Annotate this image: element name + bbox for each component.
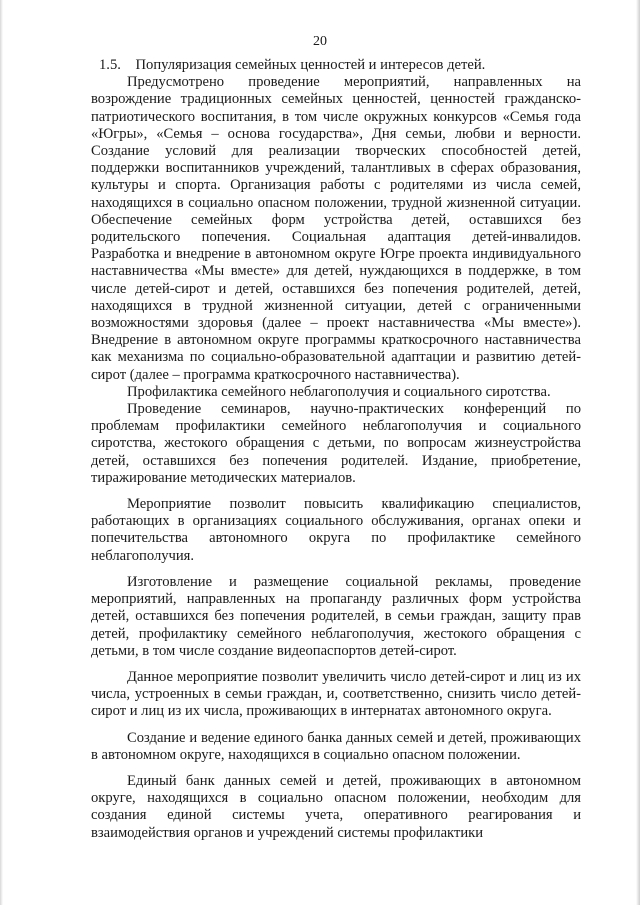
- paragraph-databank-creation: Создание и ведение единого банка данных семей и детей, проживающих в автономном округе, находящихся в социально опасном положении.: [91, 729, 581, 763]
- paragraph-social-advertising: Изготовление и размещение социальной рекламы, проведение мероприятий, направленных на пропаганду различных форм устройства детей, оставшихся без попечения родителей, в семьи граждан, защиту прав детей, профилактику семейного неблагополучия, жестокого обращения с детьми, в том числе создание видеопаспортов детей-сирот.: [91, 573, 581, 659]
- scan-edge-left: [0, 0, 3, 905]
- section-number: 1.5.: [99, 57, 121, 73]
- scan-edge-right: [636, 0, 640, 905]
- section-heading: [91, 57, 581, 74]
- paragraph-qualification: Мероприятие позволит повысить квалификацию специалистов, работающих в организациях социального обслуживания, органах опеки и попечительства автономного округа по профилактике семейного неблагополучия.: [91, 496, 581, 564]
- page-number: 20: [313, 34, 327, 49]
- paragraph-seminars: Проведение семинаров, научно-практических конференций по проблемам профилактики семейного неблагополучия и социального сиротства, жестокого обращения с детьми, по вопросам жизнеустройства детей, оставшихся без попечения родителей. Издание, приобретение, тиражирование методических материалов.: [91, 401, 581, 486]
- paragraph-prevention-heading: Профилактика семейного неблагополучия и социального сиротства.: [127, 383, 551, 400]
- document-body: [91, 57, 581, 842]
- paragraph-family-values: Предусмотрено проведение мероприятий, направленных на возрождение традиционных семейных ценностей, ценностей гражданско-патриотического воспитания, в том числе окружных конкурсов «Семья года «Югры», «Семья – основа государства», Дня семьи, любви и верности. Создание условий для реализации творческих способностей детей, поддержки воспитанников учреждений, талантливых в сферах образования, культуры и спорта. Организация работы с родителями из числа семей, находящихся в социально опасном положении, трудной жизненной ситуации. Обеспечение семейных форм устройства детей, оставшихся без родительского попечения. Социальная адаптация детей-инвалидов. Разработка и внедрение в автономном округе Югре проекта индивидуального наставничества «Мы вместе» для детей, нуждающихся в поддержке, в том числе детей-сирот и детей, оставшихся без попечения родителей, детей, находящихся в трудной жизненной ситуации, детей с ограниченными возможностями здоровья (далее – проект наставничества «Мы вместе»). Внедрение в автономном округе программы краткосрочного наставничества как механизма по социально-образовательной адаптации и развитию детей-сирот (далее – программа краткосрочного наставничества).: [91, 74, 581, 383]
- section-title: Популяризация семейных ценностей и интересов детей.: [135, 57, 486, 73]
- paragraph-databank-purpose: Единый банк данных семей и детей, проживающих в автономном округе, находящихся в социально опасном положении, необходим для создания единой системы учета, оперативного реагирования и взаимодействия органов и учреждений системы профилактики: [91, 772, 581, 841]
- paragraph-orphans-placement: Данное мероприятие позволит увеличить число детей-сирот и лиц из их числа, устроенных в семьи граждан, и, соответственно, снизить число детей-сирот и лиц из их числа, проживающих в интернатах автономного округа.: [91, 668, 581, 720]
